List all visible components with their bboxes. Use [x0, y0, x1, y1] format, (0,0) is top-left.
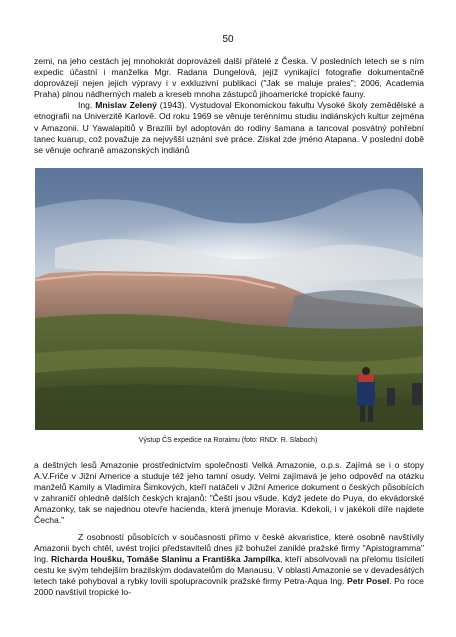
- page-number: 50: [222, 34, 234, 45]
- person-name-zeleny: Mnislav Zelený: [95, 100, 157, 111]
- person-name-posel: Petr Posel: [346, 576, 390, 587]
- person-names-apistogramma: Richarda Houšku, Tomáše Slaninu a Františka Jampílka: [50, 554, 281, 565]
- paragraph-1: zemi, na jeho cestách jej mnohokrát doprovázeli další přátelé z Česka. V posledních letech se s ním expedic účastní i manželka Mgr. Radana Dungelová, jejíž vynikající fotografie dokumentačně doprovázejí nejen jejich výpravy i v exkluzivní publikaci ("Jak se maluje prales"; 2006, Academia Praha) plnou nádherných maleb a kreseb mnoha zástupců jihoamerické tropické fauny.: [34, 56, 424, 100]
- text-block-final: [34, 532, 424, 599]
- para4-text-3: . Po roce 2000 navštívil tropické lo-: [34, 576, 424, 598]
- paragraph-4: [34, 532, 424, 599]
- para4-text-2: , kteří absolvovali na přelomu tisíciletí cestu ke svým tehdejším brazilským dodavatelům do Manausu. V oblasti Amazonie se v devadesátých letech také pohyboval a rybky lovili spolupracovník pražské firmy Petra-Aqua Ing.: [34, 554, 425, 587]
- para2-lead: Ing.: [78, 100, 96, 111]
- photo-caption: Výstup ČS expedice na Roraimu (foto: RNDr. R. Slaboch): [138, 437, 318, 444]
- roraima-photo: [35, 168, 423, 430]
- text-block-bottom: [34, 460, 424, 527]
- paragraph-2: [34, 100, 424, 155]
- text-block-top: [34, 56, 424, 156]
- para4-text-1: Z osobností působících v současnosti přímo v české akvaristice, které osobně navštívily Amazonii bych chtěl, uvést trojici představitelů dnes již bohužel zaniklé pražské firmy "Apistogramma" Ing.: [34, 532, 424, 565]
- paragraph-3: a deštných lesů Amazonie prostřednictvím společnosti Velká Amazonie, o.p.s. Zajímá se i o stopy A.V.Friče v Jižní Americe a studuje též jeho tamní osudy. Velmi zajímavá je jeho odpověď na otázku manželů Kamily a Vladimíra Šimkových, kteří natáčeli v Jižní Americe dokument o českých působících v zahraničí ohledně dalších českých krajanů: "Čeští jsou všude. Když jedete do Puya, do ekvádorské Amazonky, tak se najednou otevře hacienda, která jmenuje Moravia. Kdekoli, i v jakékoli díře najdete Čecha.": [34, 460, 424, 526]
- para2-text: (1943). Vystudoval Ekonomickou fakultu Vysoké školy zemědělské a etnografii na Univerzitě Karlově. Od roku 1969 se věnuje terénnímu studiu indiánských kultur zejména v Amazonii. U Yawalapitiů v Brazílii byl adoptován do rodiny šamana a tancoval posvátný pohřební tanec kuarup, což považuje za nejvyšší uznání své práce. Získal zde jméno Atapana. V poslední době se věnuje ochraně amazonských indiánů: [34, 100, 424, 155]
